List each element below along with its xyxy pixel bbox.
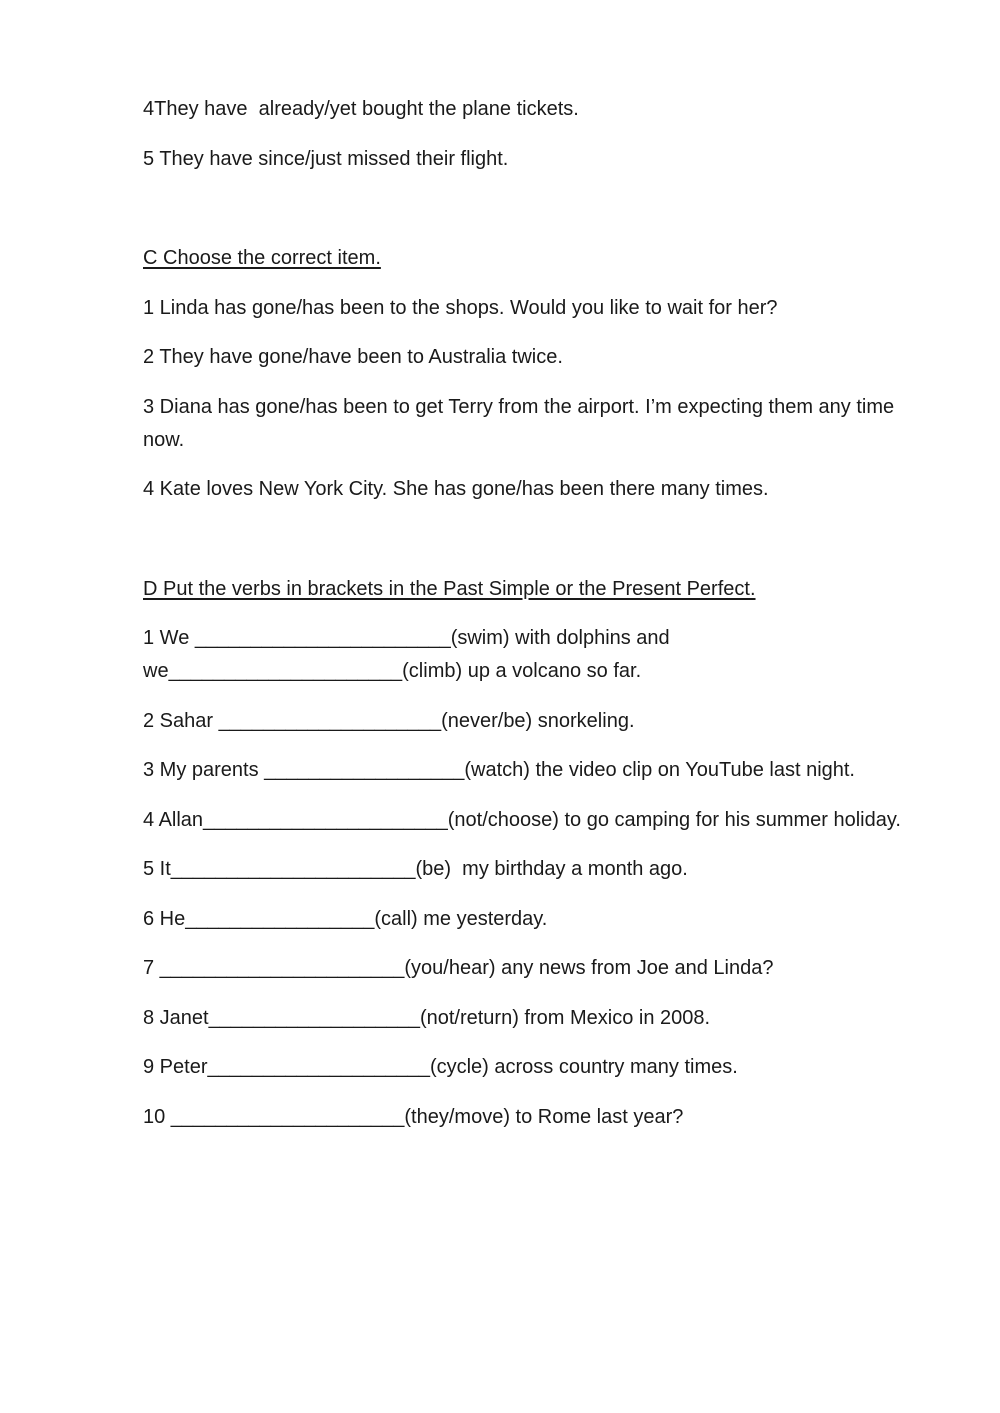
exercise-c-item-3: 3 Diana has gone/has been to get Terry from the airport. I’m expecting them any time now. — [143, 395, 900, 451]
section-c-heading: C Choose the correct item. — [143, 247, 381, 269]
section-d-heading: D Put the verbs in brackets in the Past Simple or the Present Perfect. — [143, 577, 756, 600]
exercise-d-item-10: 10 _____________________(they/move) to Rome last year? — [143, 1105, 684, 1128]
exercise-d-item-2: 2 Sahar ____________________(never/be) snorkeling. — [143, 709, 635, 732]
section-spacer — [143, 523, 933, 573]
exercise-b-item-5: 5 They have since/just missed their flight. — [143, 147, 509, 170]
worksheet-page — [143, 93, 933, 1150]
exercise-c-item-1: 1 Linda has gone/has been to the shops. Would you like to wait for her? — [143, 296, 778, 319]
exercise-c-item-2: 2 They have gone/have been to Australia twice. — [143, 346, 563, 368]
exercise-d-item-8: 8 Janet___________________(not/return) from Mexico in 2008. — [143, 1006, 711, 1029]
exercise-d-item-4: 4 Allan______________________(not/choose) to go camping for his summer holiday. — [143, 808, 901, 831]
exercise-d-item-5: 5 It______________________(be) my birthday a month ago. — [143, 858, 688, 880]
exercise-d-item-6: 6 He_________________(call) me yesterday. — [143, 907, 548, 930]
exercise-b-item-4: 4They have already/yet bought the plane tickets. — [143, 98, 579, 120]
exercise-d-item-1: 1 We _______________________(swim) with dolphins and we_____________________(climb) up a volcano so far. — [143, 627, 676, 682]
exercise-d-item-7: 7 ______________________(you/hear) any news from Joe and Linda? — [143, 957, 774, 979]
exercise-d-item-9: 9 Peter____________________(cycle) across country many times. — [143, 1056, 738, 1078]
exercise-d-item-3: 3 My parents __________________(watch) the video clip on YouTube last night. — [143, 759, 855, 781]
exercise-c-item-4: 4 Kate loves New York City. She has gone/has been there many times. — [143, 478, 769, 500]
section-spacer — [143, 192, 933, 242]
